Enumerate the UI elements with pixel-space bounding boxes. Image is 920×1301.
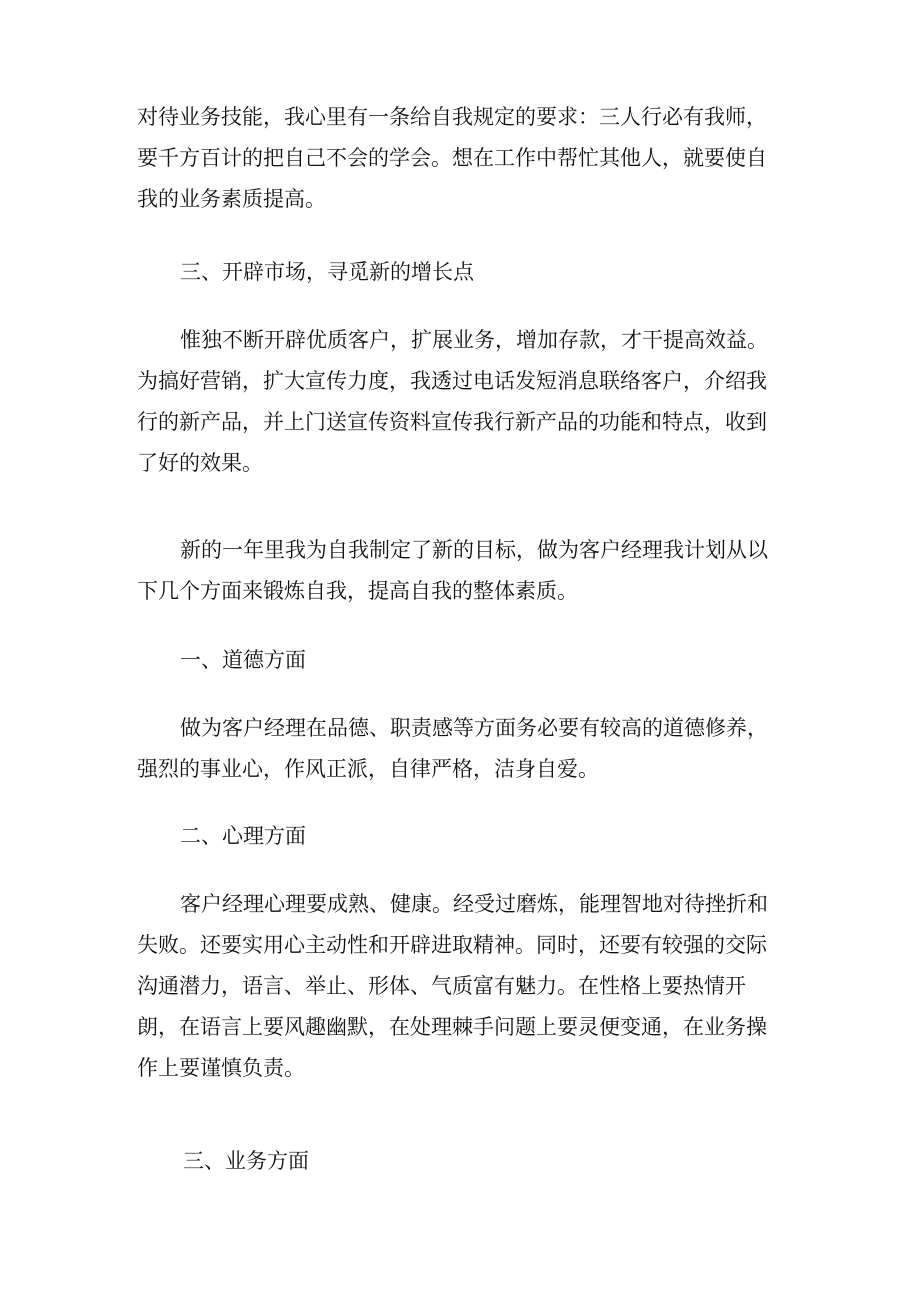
paragraph-line: 客户经理心理要成熟、健康。经受过磨炼，能理智地对待挫折和 (180, 892, 768, 916)
section-heading-text: 一、道德方面 (180, 648, 306, 672)
paragraph-continuation (137, 925, 767, 1089)
paragraph-continuation (137, 749, 599, 790)
paragraph-line: 为搞好营销，扩大宣传力度，我透过电话发短消息联络客户，介绍我 (137, 369, 767, 393)
paragraph (180, 708, 768, 749)
paragraph-continuation (137, 361, 767, 484)
section-heading-text: 三、业务方面 (183, 1149, 309, 1173)
paragraph-line: 下几个方面来锻炼自我，提高自我的整体素质。 (137, 579, 578, 603)
paragraph-line: 要千方百计的把自己不会的学会。想在工作中帮忙其他人，就要使自 (137, 146, 767, 170)
paragraph (180, 884, 768, 925)
paragraph-line: 朗，在语言上要风趣幽默，在处理棘手问题上要灵便变通，在业务操 (137, 1015, 767, 1039)
paragraph (137, 97, 767, 220)
paragraph-line: 做为客户经理在品德、职责感等方面务必要有较高的道德修养， (180, 716, 768, 740)
section-heading-text: 三、开辟市场，寻觅新的增长点 (180, 260, 474, 284)
section-heading (180, 816, 306, 857)
paragraph-line: 对待业务技能，我心里有一条给自我规定的要求：三人行必有我师， (137, 105, 767, 129)
paragraph-line: 新的一年里我为自我制定了新的目标，做为客户经理我计划从以 (180, 538, 768, 562)
section-heading (183, 1141, 309, 1182)
section-heading-text: 二、心理方面 (180, 824, 306, 848)
paragraph-line: 沟通潜力，语言、举止、形体、气质富有魅力。在性格上要热情开 (137, 974, 746, 998)
paragraph-line: 我的业务素质提高。 (137, 187, 326, 211)
paragraph-line: 作上要谨慎负责。 (137, 1056, 305, 1080)
paragraph-line: 强烈的事业心，作风正派，自律严格，洁身自爱。 (137, 757, 599, 781)
paragraph-line: 失败。还要实用心主动性和开辟进取精神。同时，还要有较强的交际 (137, 933, 767, 957)
paragraph (180, 320, 768, 361)
paragraph-line: 了好的效果。 (137, 451, 263, 475)
paragraph (180, 530, 768, 571)
section-heading (180, 640, 306, 681)
paragraph-continuation (137, 571, 578, 612)
paragraph-line: 行的新产品，并上门送宣传资料宣传我行新产品的功能和特点，收到 (137, 410, 767, 434)
paragraph-line: 惟独不断开辟优质客户，扩展业务，增加存款，才干提高效益。 (180, 328, 768, 352)
section-heading (180, 252, 474, 293)
